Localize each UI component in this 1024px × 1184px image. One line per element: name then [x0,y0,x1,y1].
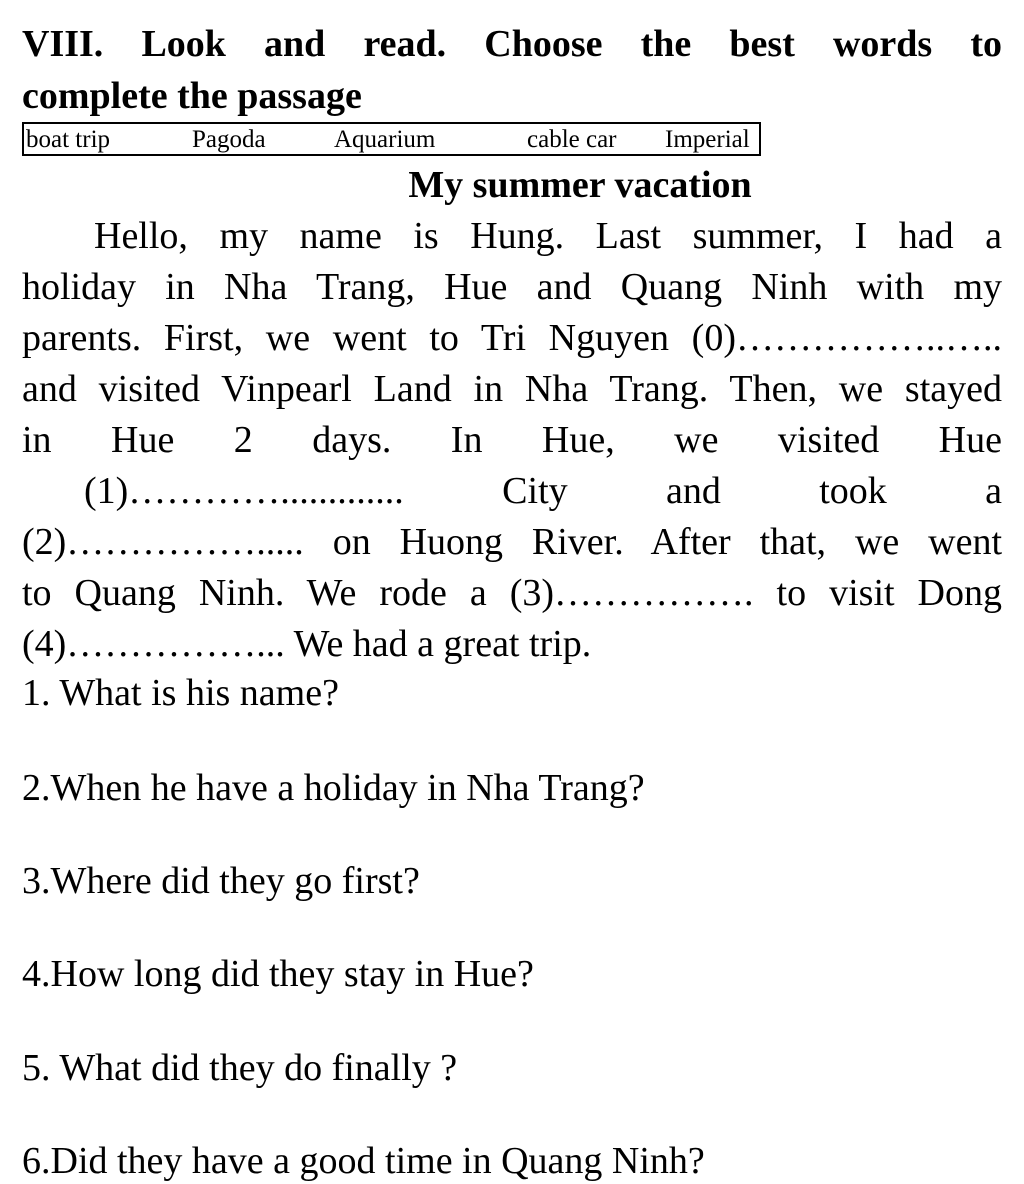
passage-title: My summer vacation [408,164,752,206]
word-bank-item: cable car [527,126,617,153]
passage-line: (2)……………..... on Huong River. After that, we went [22,521,1002,563]
word-bank-box [22,122,761,156]
question-2: 2.When he have a holiday in Nha Trang? [22,767,645,809]
passage-line: and visited Vinpearl Land in Nha Trang. Then, we stayed [22,368,1002,410]
word-bank-item: boat trip [26,126,111,153]
question-3: 3.Where did they go first? [22,860,420,902]
word-bank-item: Pagoda [192,126,266,153]
word-bank-item: Imperial [665,126,750,153]
passage-line: (4)……………... We had a great trip. [22,623,592,665]
passage-line: in Hue 2 days. In Hue, we visited Hue [22,419,1002,461]
question-5: 5. What did they do finally ? [22,1047,458,1089]
exercise-heading [22,18,1002,122]
passage-line: (1)…………............. City and took a [84,470,1002,512]
word-bank-item: Aquarium [334,126,436,153]
passage-line: holiday in Nha Trang, Hue and Quang Ninh with my [22,266,1002,308]
question-4: 4.How long did they stay in Hue? [22,953,534,995]
question-6: 6.Did they have a good time in Quang Ninh? [22,1140,705,1182]
passage-line: to Quang Ninh. We rode a (3)……………. to visit Dong [22,572,1002,614]
passage-line: Hello, my name is Hung. Last summer, I had a [94,215,1002,257]
passage-line: parents. First, we went to Tri Nguyen (0)……………..….. [22,317,1002,359]
heading-line-1: VIII. Look and read. Choose the best words to [22,23,1002,65]
question-1: 1. What is his name? [22,672,339,714]
reading-passage [22,211,1002,670]
heading-line-2: complete the passage [22,75,362,117]
